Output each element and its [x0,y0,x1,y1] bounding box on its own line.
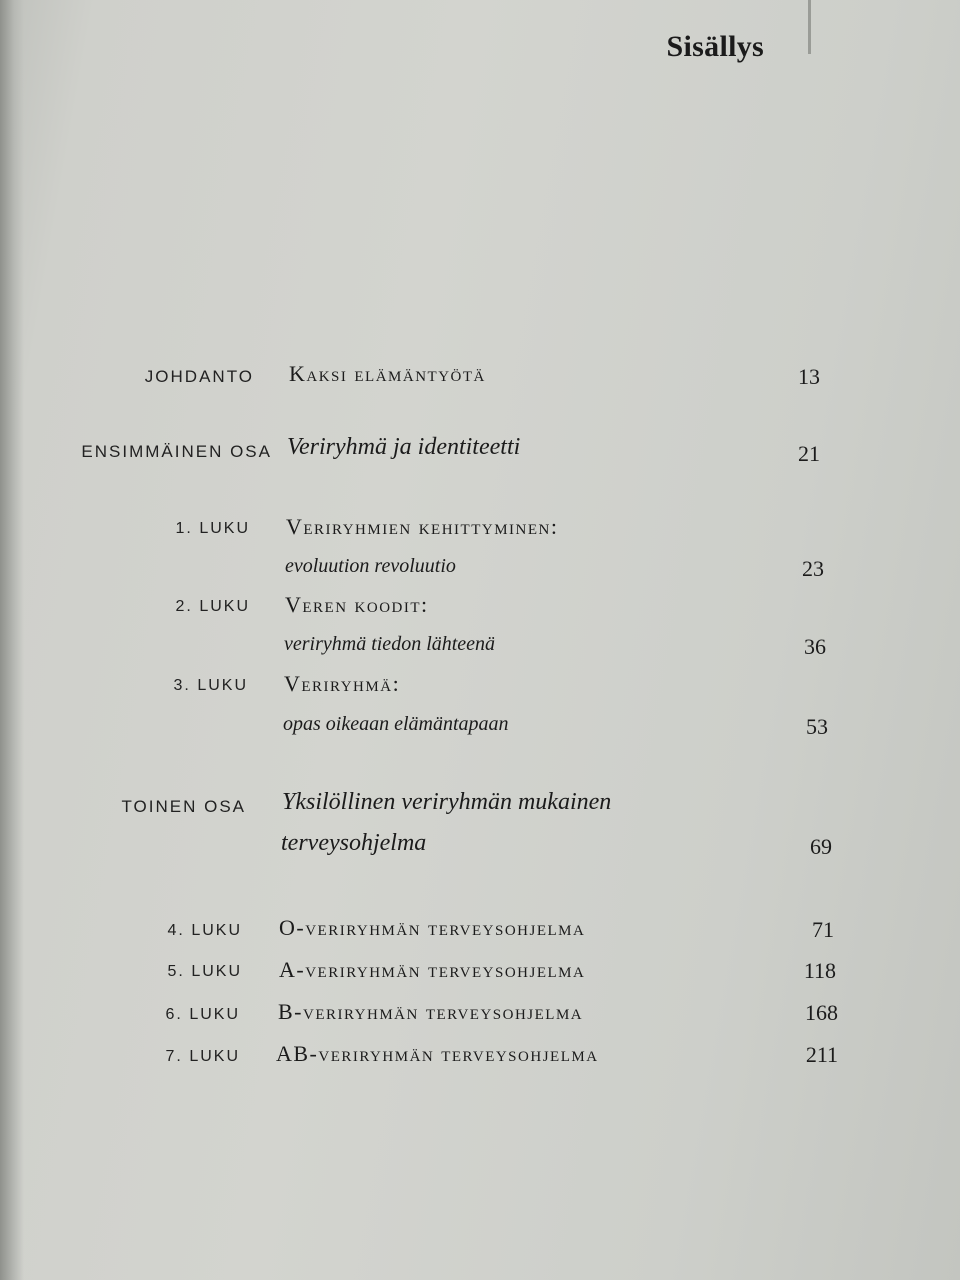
toc-page-number: 23 [802,556,824,581]
toc-subtitle: evoluution revoluutio [285,555,456,577]
toc-page-number: 53 [806,714,828,739]
toc-title: Veriryhmä ja identiteetti [287,434,521,460]
toc-label: 5. LUKU [167,963,242,980]
toc-page-number: 36 [804,634,826,659]
toc-page-number: 69 [810,834,832,859]
toc-label: 7. LUKU [165,1048,240,1065]
toc-title: Kaksi elämäntyötä [289,361,486,386]
toc-page-number: 211 [805,1042,838,1067]
page-edge-mark [808,0,811,54]
toc-page-number: 168 [805,1000,838,1025]
toc-title: Veriryhmien kehittyminen: [286,514,559,539]
toc-label: 4. LUKU [167,922,242,939]
toc-page-number: 118 [803,958,836,983]
toc-label: 1. LUKU [175,520,250,537]
toc-title: AB-veriryhmän terveysohjelma [276,1041,599,1066]
toc-title-line1: Yksilöllinen veriryhmän mukainen [282,789,612,815]
page-title: Sisällys [666,30,764,63]
toc-page-number: 71 [812,917,834,942]
toc-title: O-veriryhmän terveysohjelma [279,915,586,940]
toc-title: B-veriryhmän terveysohjelma [278,999,584,1024]
toc-page-number: 13 [798,364,820,389]
toc-title: Veren koodit: [285,592,429,617]
page-gutter-shadow [0,0,24,1280]
toc-subtitle: veriryhmä tiedon lähteenä [284,633,496,655]
toc-page-number: 21 [798,441,820,466]
toc-label: TOINEN OSA [121,797,246,816]
toc-title: A-veriryhmän terveysohjelma [279,957,586,982]
toc-label: 6. LUKU [165,1006,240,1023]
toc-title: Veriryhmä: [284,671,401,696]
toc-label: 3. LUKU [173,677,248,694]
toc-label: JOHDANTO [144,367,254,386]
toc-subtitle: opas oikeaan elämäntapaan [283,713,509,735]
toc-label: ENSIMMÄINEN OSA [81,442,272,461]
toc-title-line2: terveysohjelma [281,830,427,856]
toc-label: 2. LUKU [175,598,250,615]
